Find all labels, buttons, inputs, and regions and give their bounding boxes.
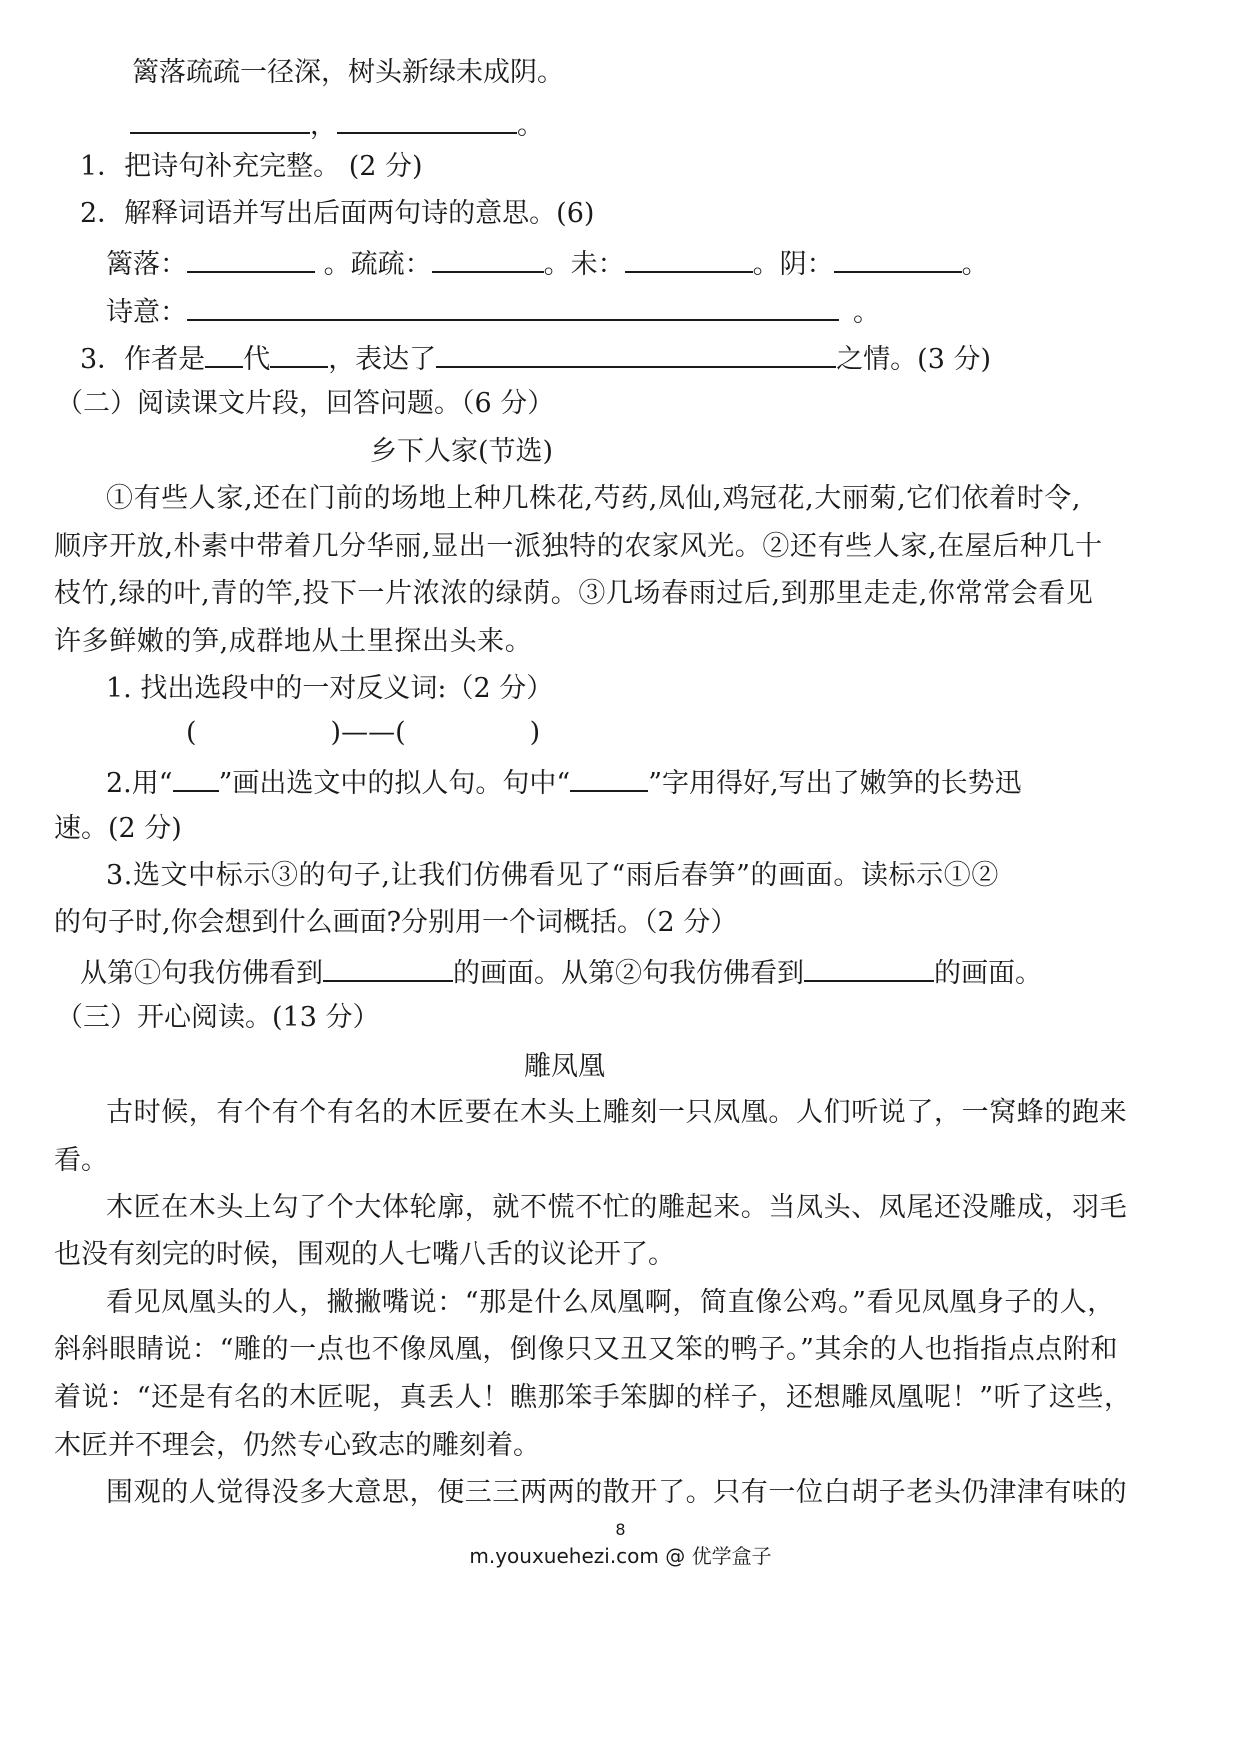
- passage-line: 顺序开放,朴素中带着几分华丽,显出一派独特的农家风光。②还有些人家,在屋后种几十: [54, 531, 1103, 562]
- q3-text-c: ，表达了: [328, 344, 437, 375]
- section-3-heading: （三）开心阅读。(13 分）: [56, 1002, 380, 1033]
- story-line: 木匠并不理会，仍然专心致志的雕刻着。: [54, 1430, 540, 1461]
- meaning-row: [106, 293, 880, 330]
- s2-q2-text-b: ”画出选文中的拟人句。句中“: [218, 768, 571, 799]
- q3-blank-author[interactable]: [270, 340, 328, 368]
- s2-question-3: 3.选文中标示③的句子,让我们仿佛看见了“雨后春笋”的画面。读标示①②: [106, 860, 999, 891]
- vocab-word-2: 疏疏：: [350, 249, 432, 280]
- s2-q2-text-a: 2.用“: [106, 768, 173, 799]
- antonym-close-1: )——(: [330, 717, 406, 748]
- antonym-close-2: ): [529, 717, 541, 748]
- story-line: 看见凤凰头的人，撇撇嘴说：“那是什么凤凰啊，简直像公鸡。”看见凤凰身子的人，: [106, 1287, 1115, 1318]
- vocab-blank-1[interactable]: [187, 245, 315, 273]
- s2-question-3-cont: 的句子时,你会想到什么画面?分别用一个词概括。（2 分）: [54, 907, 738, 938]
- poem-blank-end: 。: [517, 110, 544, 141]
- antonym-open-1: (: [186, 717, 197, 748]
- meaning-blank[interactable]: [187, 293, 839, 321]
- passage-line: 许多鲜嫩的笋,成群地从土里探出头来。: [54, 626, 533, 657]
- vocab-sep-3: 。: [752, 249, 780, 280]
- vocab-sep-4: 。: [961, 249, 989, 280]
- story-line: 古时候，有个有个有名的木匠要在木头上雕刻一只凤凰。人们听说了，一窝蜂的跑来: [106, 1097, 1128, 1128]
- poem-blank-1[interactable]: [130, 106, 310, 134]
- s2-q2-mark-sample: [173, 764, 219, 792]
- footer-site: m.youxuehezi.com @ 优学盒子: [469, 1544, 772, 1568]
- passage-line: 枝竹,绿的叶,青的竿,投下一片浓浓的绿荫。③几场春雨过后,到那里走走,你常常会看见: [54, 578, 1094, 609]
- s2-q3-blank-2[interactable]: [804, 954, 934, 982]
- section-2-title: 乡下人家(节选): [370, 436, 554, 467]
- vocab-row: [106, 245, 989, 282]
- s2-q3-answer-b: 的画面。从第②句我仿佛看到: [453, 958, 804, 989]
- story-line: 木匠在木头上勾了个大体轮廓，就不慌不忙的雕起来。当凤头、凤尾还没雕成，羽毛: [106, 1192, 1128, 1223]
- vocab-word-4: 阴：: [779, 249, 834, 280]
- section-2-heading: （二）阅读课文片段，回答问题。（6 分）: [56, 388, 555, 419]
- vocab-blank-4[interactable]: [834, 245, 962, 273]
- story-line: 看。: [54, 1145, 108, 1176]
- story-line: 斜斜眼睛说：“雕的一点也不像凤凰，倒像只又丑又笨的鸭子。”其余的人也指指点点附和: [54, 1334, 1119, 1365]
- vocab-sep-1: 。: [315, 249, 351, 280]
- s2-question-2-cont: 速。(2 分): [54, 813, 182, 844]
- q3-blank-dynasty[interactable]: [205, 340, 243, 368]
- q3-text-b: 代: [243, 344, 271, 375]
- s2-q3-answer-a: 从第①句我仿佛看到: [80, 958, 323, 989]
- section-3-title: 雕凤凰: [524, 1051, 605, 1082]
- page-number: 8: [615, 1520, 626, 1539]
- meaning-label: 诗意：: [106, 297, 187, 328]
- story-line: 围观的人觉得没多大意思，便三三两两的散开了。只有一位白胡子老头仍津津有味的: [106, 1477, 1128, 1508]
- s2-q2-text-c: ”字用得好,写出了嫩笋的长势迅: [648, 768, 1022, 799]
- s2-question-2: [106, 764, 1022, 801]
- vocab-word-1: 篱落：: [106, 249, 187, 280]
- s2-q3-answer-c: 的画面。: [934, 958, 1042, 989]
- passage-line: ①有些人家,还在门前的场地上种几株花,芍药,凤仙,鸡冠花,大丽菊,它们依着时令,: [106, 483, 1082, 514]
- q3-blank-feeling[interactable]: [436, 340, 836, 368]
- q3-text-a: 3．作者是: [80, 344, 206, 375]
- vocab-sep-2: 。: [543, 249, 571, 280]
- s2-q2-blank-word[interactable]: [570, 764, 648, 792]
- s2-question-1: 1. 找出选段中的一对反义词:（2 分）: [106, 673, 554, 704]
- question-1: 1．把诗句补充完整。 (2 分): [80, 151, 423, 182]
- antonym-pair: [186, 716, 540, 750]
- s2-q3-blank-1[interactable]: [323, 954, 453, 982]
- poem-line: 篱落疏疏一径深，树头新绿未成阴。: [132, 57, 564, 88]
- question-3: [80, 340, 991, 377]
- story-line: 也没有刻完的时候，围观的人七嘴八舌的议论开了。: [54, 1239, 675, 1270]
- poem-blank-2[interactable]: [337, 106, 517, 134]
- story-line: 着说：“还是有名的木匠呢，真丢人！瞧那笨手笨脚的样子，还想雕凤凰呢！”听了这些，: [54, 1382, 1132, 1413]
- meaning-end: 。: [853, 297, 880, 328]
- poem-blank-row: [130, 106, 544, 143]
- q3-text-d: 之情。(3 分): [836, 344, 992, 375]
- vocab-blank-3[interactable]: [625, 245, 753, 273]
- question-2: 2．解释词语并写出后面两句诗的意思。(6): [80, 198, 595, 229]
- poem-blank-sep: ，: [310, 110, 337, 141]
- s2-q3-answer-row: [80, 954, 1042, 991]
- vocab-blank-2[interactable]: [432, 245, 544, 273]
- vocab-word-3: 未：: [570, 249, 625, 280]
